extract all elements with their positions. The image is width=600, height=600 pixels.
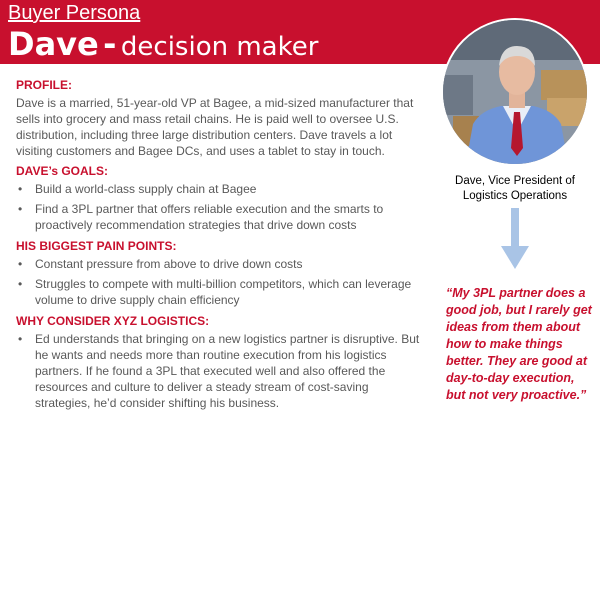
persona-role: decision maker xyxy=(120,32,319,62)
list-item-text: Constant pressure from above to drive down costs xyxy=(35,257,303,271)
profile-heading: PROFILE: xyxy=(16,78,72,92)
list-item-text: Build a world-class supply chain at Bagee xyxy=(35,182,257,196)
why-list xyxy=(16,331,426,411)
list-item xyxy=(16,331,426,411)
persona-subtitle: Buyer Persona xyxy=(8,2,141,24)
persona-name: Dave xyxy=(8,25,99,63)
down-arrow-icon xyxy=(500,208,530,275)
persona-photo xyxy=(441,18,589,166)
list-item-text: Ed understands that bringing on a new logistics partner is disruptive. But he wants and needs more than routine execution from his logistics partners. If he found a 3PL that executed well and also offered the resources and culture to deliver a steady stream of cost-saving strategies, he’d consider shifting his business. xyxy=(35,332,420,410)
list-item xyxy=(16,201,426,233)
bullet-icon: • xyxy=(18,332,23,346)
profile-text: Dave is a married, 51-year-old VP at Bagee, a mid-sized manufacturer that sells into grocery and mass retail chains. He is paid well to oversee U.S. distribution, including three large distribution centers. Dave travels a lot visiting customers and Bagee DCs, and uses a tablet to stay in touch. xyxy=(16,96,414,158)
list-item-text: Struggles to compete with multi-billion competitors, which can leverage volume to drive supply chain efficiency xyxy=(35,277,412,307)
persona-quote: “My 3PL partner does a good job, but I rarely get ideas from them about how to make things better. They are good at day-to-day execution, but not very proactive.” xyxy=(446,286,592,402)
why-heading: WHY CONSIDER XYZ LOGISTICS: xyxy=(16,314,210,328)
goals-list xyxy=(16,181,426,233)
list-item xyxy=(16,256,426,272)
persona-title xyxy=(8,25,318,63)
bullet-icon: • xyxy=(18,257,23,271)
pain-points-heading: HIS BIGGEST PAIN POINTS: xyxy=(16,239,177,253)
bullet-icon: • xyxy=(18,202,23,216)
pain-points-list xyxy=(16,256,426,308)
list-item xyxy=(16,276,426,308)
photo-caption: Dave, Vice President of Logistics Operations xyxy=(455,175,575,202)
persona-photo-illustration xyxy=(443,20,589,166)
list-item-text: Find a 3PL partner that offers reliable execution and the smarts to proactively recommendation strategies that drive down costs xyxy=(35,202,384,232)
bullet-icon: • xyxy=(18,277,23,291)
goals-heading: DAVE’s GOALS: xyxy=(16,164,109,178)
bullet-icon: • xyxy=(18,182,23,196)
title-dash: - xyxy=(103,25,117,63)
persona-details xyxy=(16,78,426,417)
list-item xyxy=(16,181,426,197)
